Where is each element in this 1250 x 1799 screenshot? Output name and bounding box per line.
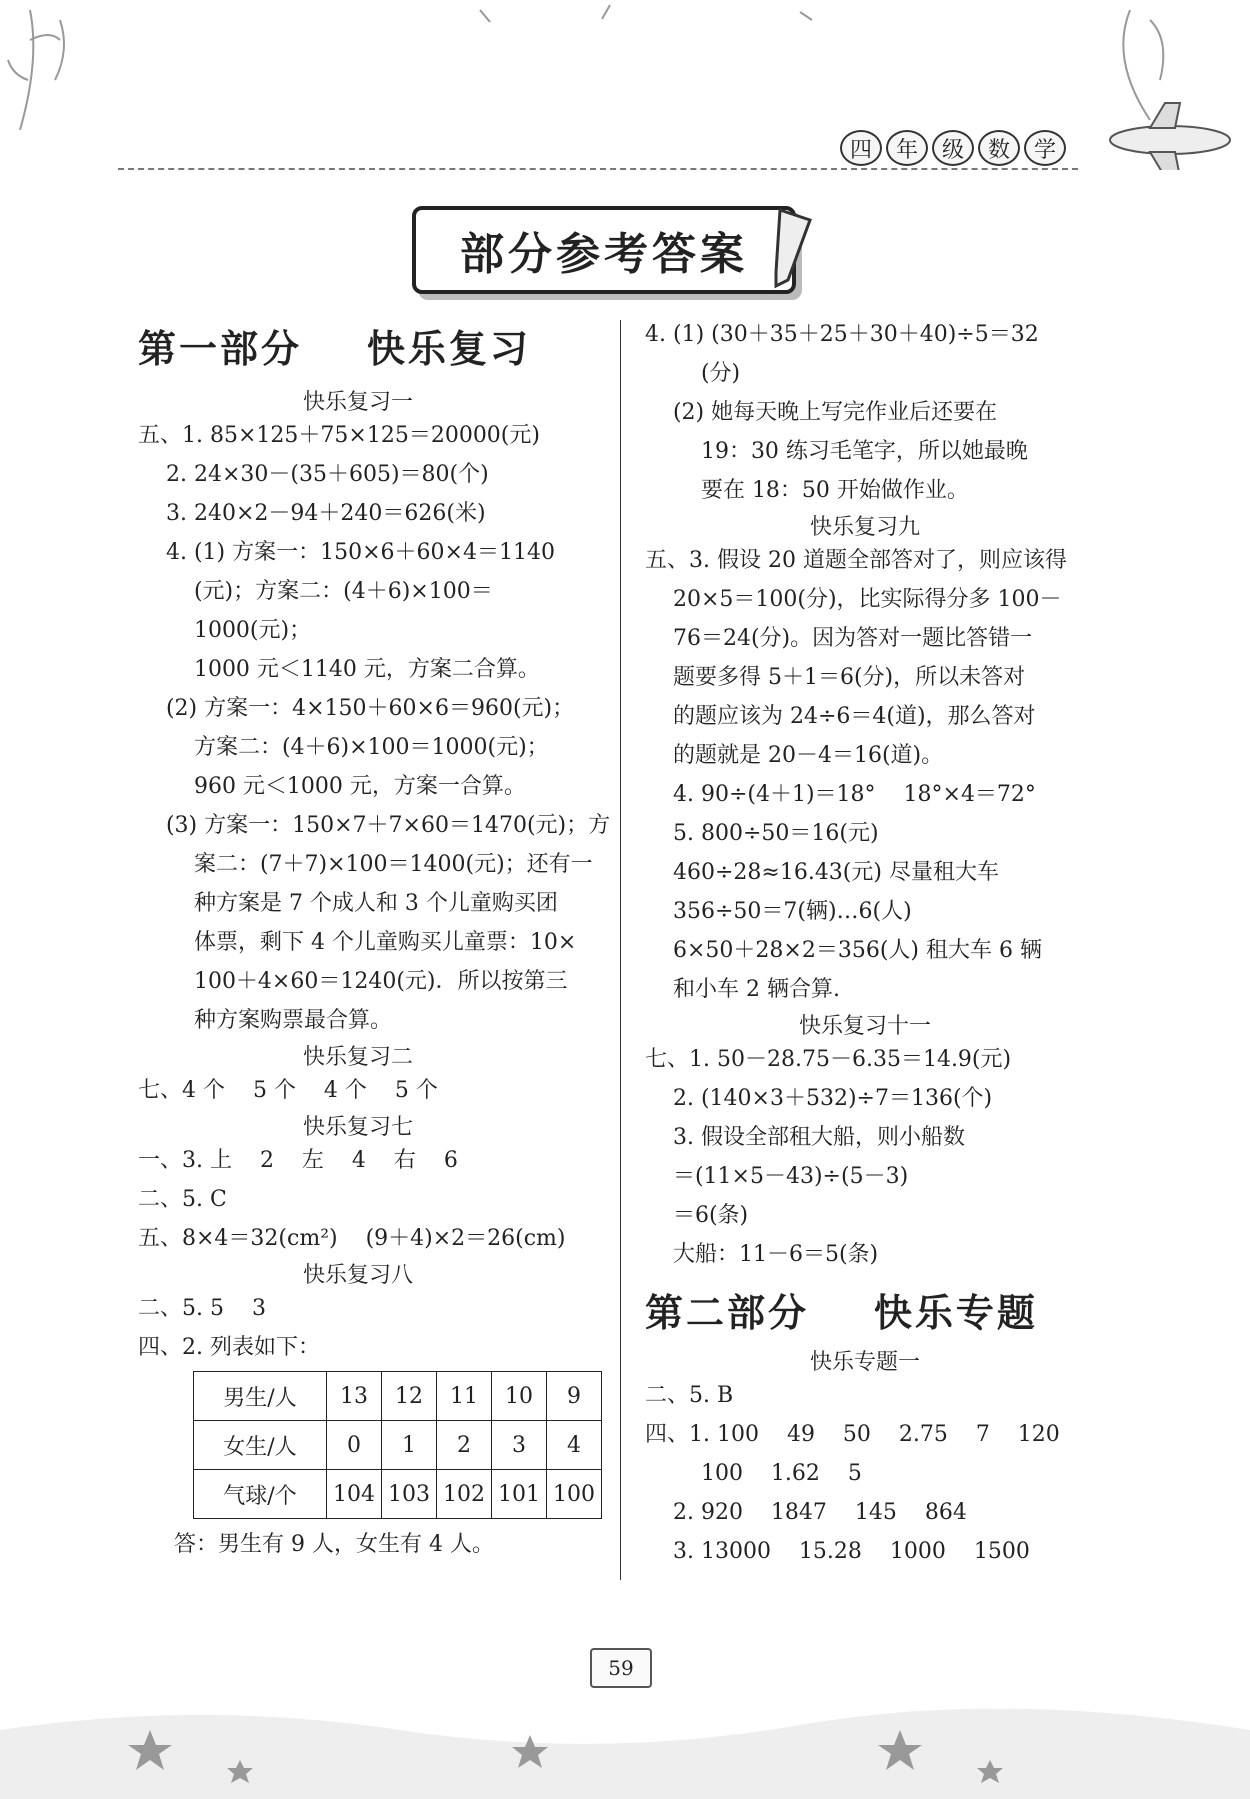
answer-line: (2) 方案一：4×150＋60×6＝960(元)； xyxy=(138,696,575,721)
answer-line: 二、5. C xyxy=(138,1187,227,1212)
table-cell: 4 xyxy=(547,1421,602,1470)
section-title: 快乐复习七 xyxy=(302,1115,413,1140)
answer-line: 要在 18：50 开始做作业。 xyxy=(645,478,969,503)
answer-line: 的题就是 20－4＝16(道)。 xyxy=(645,743,944,768)
subject-char: 年 xyxy=(886,130,928,166)
answer-line: 一、3. 上 2 左 4 右 6 xyxy=(138,1148,458,1173)
answer-line: 四、1. 100 49 50 2.75 7 120 xyxy=(645,1422,1060,1447)
subject-char: 级 xyxy=(932,130,974,166)
answer-line: 20×5＝100(分)，比实际得分多 100－ xyxy=(645,587,1062,612)
answer-line: 19：30 练习毛笔字，所以她最晚 xyxy=(645,439,1028,464)
part-one-heading: 第一部分 快乐复习 xyxy=(138,327,531,371)
answer-line: 二、5. B xyxy=(645,1383,734,1408)
answer-line: (2) 她每天晚上写完作业后还要在 xyxy=(645,400,998,425)
answer-line: 2. 24×30－(35＋605)＝80(个) xyxy=(138,462,489,487)
part-two-heading: 第二部分 快乐专题 xyxy=(645,1291,1038,1335)
pencil-icon xyxy=(770,200,820,290)
answer-line: 五、8×4＝32(cm²) (9＋4)×2＝26(cm) xyxy=(138,1226,566,1251)
table-cell: 3 xyxy=(492,1421,547,1470)
answer-line: 4. 90÷(4＋1)＝18° 18°×4＝72° xyxy=(645,782,1036,807)
subject-badge xyxy=(840,130,1066,166)
table-row xyxy=(194,1421,602,1470)
answer-line: 3. 假设全部租大船，则小船数 xyxy=(645,1125,965,1150)
column-divider xyxy=(620,320,621,1580)
answer-line: 种方案购票最合算。 xyxy=(138,1008,392,1033)
answer-line: 100 1.62 5 xyxy=(645,1461,862,1486)
table-cell: 101 xyxy=(492,1470,547,1519)
answer-line: 大船：11－6＝5(条) xyxy=(645,1242,879,1267)
answer-line: 1000 元＜1140 元，方案二合算。 xyxy=(138,657,540,682)
answer-line: 1000(元)； xyxy=(138,618,312,643)
section-title: 快乐复习十一 xyxy=(798,1014,931,1039)
section-title: 快乐专题一 xyxy=(809,1350,920,1375)
subject-char: 学 xyxy=(1024,130,1066,166)
airplane-icon xyxy=(1110,103,1230,170)
answer-line: ＝6(条) xyxy=(645,1203,749,1228)
answer-line: ＝(11×5－43)÷(5－3) xyxy=(645,1164,909,1189)
table-cell: 103 xyxy=(382,1470,437,1519)
table-cell: 13 xyxy=(327,1372,382,1421)
answer-line: 5. 800÷50＝16(元) xyxy=(645,821,879,846)
answer-line: 100＋4×60＝1240(元)．所以按第三 xyxy=(138,969,568,994)
table-cell: 1 xyxy=(382,1421,437,1470)
table-cell: 2 xyxy=(437,1421,492,1470)
answer-line: 体票，剩下 4 个儿童购买儿童票：10× xyxy=(138,930,577,955)
answer-line: 76＝24(分)。因为答对一题比答错一 xyxy=(645,626,1033,651)
answer-line: 四、2. 列表如下： xyxy=(138,1335,320,1360)
table-row xyxy=(194,1372,602,1421)
answer-line: 方案二：(4＋6)×100＝1000(元)； xyxy=(138,735,549,760)
answer-line: (3) 方案一：150×7＋7×60＝1470(元)；方 xyxy=(138,813,611,838)
answer-line: 3. 240×2－94＋240＝626(米) xyxy=(138,501,486,526)
table-cell: 0 xyxy=(327,1421,382,1470)
subject-char: 四 xyxy=(840,130,882,166)
table-cell: 12 xyxy=(382,1372,437,1421)
answer-line: (分) xyxy=(645,361,741,386)
table-cell: 9 xyxy=(547,1372,602,1421)
answer-line: 七、1. 50－28.75－6.35＝14.9(元) xyxy=(645,1047,1012,1072)
table-cell: 气球/个 xyxy=(194,1470,327,1519)
footer-decoration xyxy=(0,1690,1250,1799)
answer-line: 2. (140×3＋532)÷7＝136(个) xyxy=(645,1086,993,1111)
answer-line: 460÷28≈16.43(元) 尽量租大车 xyxy=(645,860,999,885)
answer-line: 3. 13000 15.28 1000 1500 xyxy=(645,1539,1030,1564)
table-cell: 男生/人 xyxy=(194,1372,327,1421)
page-number: 59 xyxy=(590,1648,652,1688)
answer-line: 七、4 个 5 个 4 个 5 个 xyxy=(138,1078,438,1103)
answer-line: (元)；方案二：(4＋6)×100＝ xyxy=(138,579,493,604)
table-cell: 10 xyxy=(492,1372,547,1421)
answer-line: 五、1. 85×125＋75×125＝20000(元) xyxy=(138,423,540,448)
answer-line: 的题应该为 24÷6＝4(道)，那么答对 xyxy=(645,704,1036,729)
table-cell: 11 xyxy=(437,1372,492,1421)
answer-table xyxy=(193,1371,602,1519)
answer-line: 五、3. 假设 20 道题全部答对了，则应该得 xyxy=(645,548,1067,573)
answer-line: 和小车 2 辆合算. xyxy=(645,977,840,1002)
left-column xyxy=(138,318,611,1564)
answer-line: 6×50＋28×2＝356(人) 租大车 6 辆 xyxy=(645,938,1042,963)
page-title: 部分参考答案 xyxy=(412,206,796,294)
section-title: 快乐复习九 xyxy=(809,515,920,540)
answer-line: 356÷50＝7(辆)…6(人) xyxy=(645,899,912,924)
table-cell: 100 xyxy=(547,1470,602,1519)
answer-line: 题要多得 5＋1＝6(分)，所以未答对 xyxy=(645,665,1026,690)
section-title: 快乐复习一 xyxy=(302,390,413,415)
subject-char: 数 xyxy=(978,130,1020,166)
table-row xyxy=(194,1470,602,1519)
answer-line: 4. (1) (30＋35＋25＋30＋40)÷5＝32 xyxy=(645,322,1039,347)
answer-line: 2. 920 1847 145 864 xyxy=(645,1500,967,1525)
section-title: 快乐复习八 xyxy=(302,1263,413,1288)
table-cell: 102 xyxy=(437,1470,492,1519)
answer-line: 4. (1) 方案一：150×6＋60×4＝1140 xyxy=(138,540,555,565)
section-title: 快乐复习二 xyxy=(302,1045,413,1070)
table-cell: 女生/人 xyxy=(194,1421,327,1470)
table-answer: 答：男生有 9 人，女生有 4 人。 xyxy=(174,1532,494,1557)
answer-line: 960 元＜1000 元，方案一合算。 xyxy=(138,774,526,799)
table-cell: 104 xyxy=(327,1470,382,1519)
header-divider xyxy=(118,168,1078,170)
answer-line: 案二：(7＋7)×100＝1400(元)；还有一 xyxy=(138,852,593,877)
answer-line: 种方案是 7 个成人和 3 个儿童购买团 xyxy=(138,891,558,916)
right-column xyxy=(645,315,1115,1571)
answer-line: 二、5. 5 3 xyxy=(138,1296,266,1321)
